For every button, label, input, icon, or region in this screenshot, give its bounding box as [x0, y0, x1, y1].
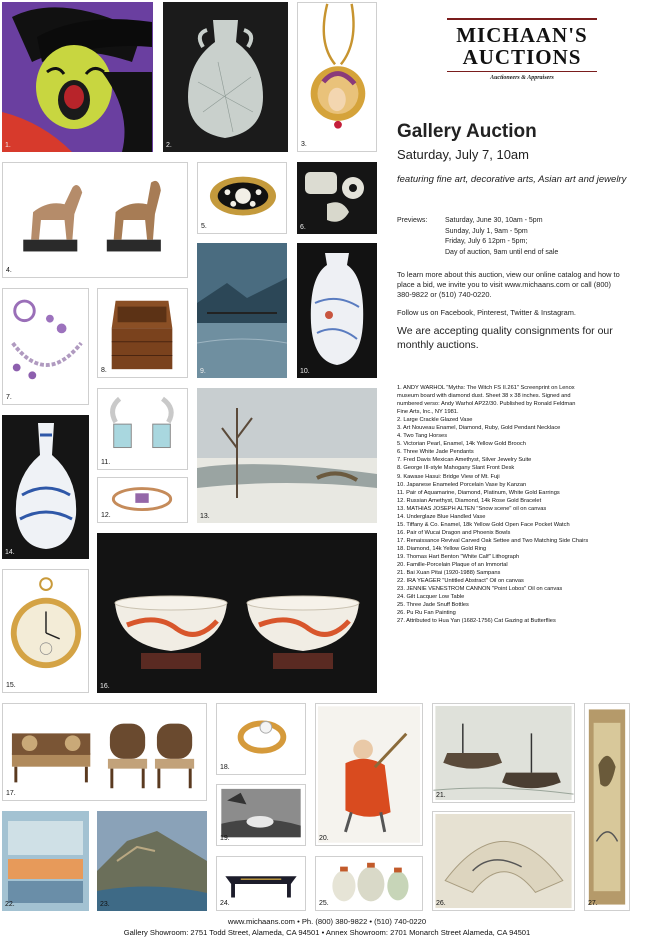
brand-rule-bottom — [447, 71, 597, 72]
jade-pendants-image — [297, 162, 377, 234]
hasui-print-image — [197, 243, 287, 378]
photo-number: 13. — [200, 513, 210, 520]
lot-list — [397, 384, 642, 625]
lot-21-photo[interactable] — [432, 703, 575, 803]
photo-number: 22. — [5, 901, 15, 908]
lot-list-item: 7. Fred Davis Mexican Amethyst, Silver Jewelry Suite — [397, 457, 532, 464]
ring-image — [217, 704, 305, 774]
preview-line: Sunday, July 1, 9am - 5pm — [445, 227, 528, 235]
event-date: Saturday, July 7, 10am — [397, 147, 529, 162]
lot-18-photo[interactable] — [216, 703, 306, 775]
photo-number: 19. — [220, 835, 230, 842]
photo-number: 4. — [6, 267, 12, 274]
preview-label: Previews: — [397, 217, 428, 224]
lithograph-image — [217, 785, 305, 845]
fan-painting-image — [433, 812, 574, 910]
photo-number: 21. — [436, 792, 446, 799]
lot-list-item: 1. ANDY WARHOL "Myths: The Witch FS II.261" Screenprint on Lenox — [397, 385, 575, 391]
bracelet-image — [98, 478, 187, 522]
snuff-bottles-image — [316, 857, 422, 910]
amethyst-jewelry-image — [3, 289, 88, 404]
photo-number: 2. — [166, 142, 172, 149]
photo-number: 7. — [6, 394, 12, 401]
consignment-notice: We are accepting quality consignments for our monthly auctions. — [397, 325, 613, 351]
brand-logo[interactable] — [447, 18, 597, 81]
lot-15-photo[interactable] — [2, 569, 89, 693]
lot-12-photo[interactable] — [97, 477, 188, 523]
lot-list-item: 3. Art Nouveau Enamel, Diamond, Ruby, Gold Pendant Necklace — [397, 425, 561, 432]
pendant-image — [298, 3, 376, 151]
lot-list-item: 10. Japanese Enameled Porcelain Vase by Kanzan — [397, 481, 527, 488]
lot-2-photo[interactable] — [163, 2, 288, 152]
sampans-image — [433, 704, 574, 802]
point-lobos-image — [97, 811, 207, 911]
hanging-scroll-image — [585, 704, 629, 910]
lot-6-photo[interactable] — [297, 162, 377, 234]
brand-rule-top — [447, 18, 597, 20]
lot-list-item: 2. Large Crackle Glazed Vase — [397, 417, 473, 424]
photo-number: 17. — [6, 790, 16, 797]
brand-name-line2: AUCTIONS — [462, 45, 582, 69]
event-featuring: featuring fine art, decorative arts, Asian art and jewelry — [397, 174, 627, 185]
photo-number: 24. — [220, 900, 230, 907]
blue-white-vase-image — [2, 415, 89, 559]
lot-list-item: 11. Pair of Aquamarine, Diamond, Platinum, White Gold Earrings — [397, 489, 560, 496]
lot-8-photo[interactable] — [97, 288, 188, 378]
lot-24-photo[interactable] — [216, 856, 306, 911]
photo-number: 14. — [5, 549, 15, 556]
lot-27-photo[interactable] — [584, 703, 630, 911]
lot-11-photo[interactable] — [97, 388, 188, 470]
photo-number: 16. — [100, 683, 110, 690]
lot-list-item: 12. Russian Amethyst, Diamond, 14k Rose Gold Bracelet — [397, 497, 542, 504]
wucai-bowls-image — [97, 533, 377, 693]
photo-number: 9. — [200, 368, 206, 375]
kanzan-vase-image — [297, 243, 377, 378]
lacquer-table-image — [217, 857, 305, 910]
lot-1-photo[interactable] — [2, 2, 153, 152]
lot-19-photo[interactable] — [216, 784, 306, 846]
photo-number: 18. — [220, 764, 230, 771]
photo-number: 27. — [588, 900, 598, 907]
brooch-image — [198, 163, 286, 233]
lot-list-item: 25. Three Jade Snuff Bottles — [397, 602, 469, 609]
photo-number: 8. — [101, 367, 107, 374]
lot-list-item: 19. Thomas Hart Benton "White Calf" Lithograph — [397, 553, 520, 560]
lot-list-item: 14. Underglaze Blue Handled Vase — [397, 513, 486, 520]
social-follow: Follow us on Facebook, Pinterest, Twitter & Instagram. — [397, 308, 576, 317]
photo-number: 26. — [436, 900, 446, 907]
lot-list-item: 8. George III-style Mahogany Slant Front Desk — [397, 465, 515, 472]
lot-22-photo[interactable] — [2, 811, 89, 911]
preview-schedule — [397, 216, 558, 258]
snow-scene-image — [197, 388, 377, 523]
lot-9-photo[interactable] — [197, 243, 287, 378]
lot-list-item: 4. Two Tang Horses — [397, 433, 448, 440]
footer-contact[interactable]: www.michaans.com • Ph. (800) 380-9822 • (510) 740-0220 — [227, 917, 427, 926]
footer-addresses: Gallery Showroom: 2751 Todd Street, Alameda, CA 94501 • Annex Showroom: 2701 Monarch Street Alameda, CA 94501 — [123, 928, 531, 937]
photo-number: 1. — [5, 142, 11, 149]
settee-chairs-image — [3, 704, 206, 800]
photo-number: 15. — [6, 682, 16, 689]
preview-line: Saturday, June 30, 10am - 5pm — [445, 217, 543, 224]
lot-list-item: 13. MATHIAS JOSEPH ALTEN "Snow scene" oil on canvas — [397, 505, 547, 512]
photo-number: 25. — [319, 900, 329, 907]
lot-17-photo[interactable] — [2, 703, 207, 801]
event-title: Gallery Auction — [397, 121, 537, 142]
lot-4-photo[interactable] — [2, 162, 188, 278]
plaque-image — [316, 704, 422, 845]
photo-number: 5. — [201, 223, 207, 230]
pocket-watch-image — [3, 570, 88, 692]
photo-number: 23. — [100, 901, 110, 908]
lot-25-photo[interactable] — [315, 856, 423, 911]
lot-14-photo[interactable] — [2, 415, 89, 559]
lot-16-photo[interactable] — [97, 533, 377, 693]
witch-image — [2, 2, 153, 152]
photo-number: 20. — [319, 835, 329, 842]
lot-list-item: 9. Kawase Hasui: Bridge View of Mt. Fuji — [397, 473, 500, 480]
earrings-image — [98, 389, 187, 469]
lot-list-item: 24. Gilt Lacquer Low Table — [397, 594, 465, 601]
lot-10-photo[interactable] — [297, 243, 377, 378]
lot-list-item: 17. Renaissance Revival Carved Oak Settee and Two Matching Side Chairs — [397, 537, 589, 544]
crackle-vase-image — [163, 2, 288, 152]
photo-number: 11. — [101, 459, 111, 466]
lot-list-item: Fine Arts, Inc., NY 1981. — [397, 409, 459, 416]
lot-list-item: 22. IRA YEAGER "Untitled Abstract" Oil on canvas — [397, 578, 524, 585]
lot-list-item: 18. Diamond, 14k Yellow Gold Ring — [397, 545, 487, 552]
lot-list-item: 27. Attributed to Hua Yan (1682-1756) Cat Gazing at Butterflies — [397, 618, 556, 625]
photo-number: 12. — [101, 512, 111, 519]
lot-list-item: museum board with diamond dust. Sheet 38 x 38 inches. Signed and — [397, 393, 571, 400]
photo-number: 6. — [300, 224, 306, 231]
lot-list-item: 26. Pu Ru Fan Painting — [397, 610, 456, 617]
lot-list-item: 23. JENNIE VENESTROM CANNON "Point Lobos" Oil on canvas — [397, 586, 563, 593]
desk-image — [98, 289, 187, 377]
lot-list-item: numbered verso: Andy Warhol AP22/30. Published by Ronald Feldman — [397, 401, 576, 408]
lot-3-photo[interactable] — [297, 2, 377, 152]
catalog-info: To learn more about this auction, view our online catalog and how to place a bid, we invite you to visit www.michaans.com or call (800) 380-9822 or (510) 740-0220. — [397, 270, 620, 299]
lot-list-item: 15. Tiffany & Co. Enamel, 18k Yellow Gold Open Face Pocket Watch — [397, 521, 570, 528]
photo-number: 3. — [301, 141, 307, 148]
lot-list-item: 20. Famille-Porcelain Plaque of an Immortal — [397, 562, 508, 569]
lot-23-photo[interactable] — [97, 811, 207, 911]
brand-tagline: Auctioneers & Appraisers — [490, 75, 554, 81]
brand-name-line1: MICHAAN'S — [456, 23, 588, 47]
photo-number: 10. — [300, 368, 310, 375]
lot-20-photo[interactable] — [315, 703, 423, 846]
lot-list-item: 6. Three White Jade Pendants — [397, 449, 474, 456]
lot-list-item: 5. Victorian Pearl, Enamel, 14k Yellow Gold Brooch — [397, 441, 526, 448]
lot-13-photo[interactable] — [197, 388, 377, 523]
preview-line: Friday, July 6 12pm - 5pm; — [445, 238, 528, 245]
lot-26-photo[interactable] — [432, 811, 575, 911]
lot-list-item: 16. Pair of Wucai Dragon and Phoenix Bowls — [397, 529, 511, 536]
lot-5-photo[interactable] — [197, 162, 287, 234]
lot-7-photo[interactable] — [2, 288, 89, 405]
tang-horses-image — [3, 163, 187, 277]
preview-line: Day of auction, 9am until end of sale — [445, 248, 559, 256]
abstract-painting-image — [2, 811, 89, 911]
lot-list-item: 21. Bai Xuan Pitai (1920-1988) Sampans — [397, 570, 501, 577]
